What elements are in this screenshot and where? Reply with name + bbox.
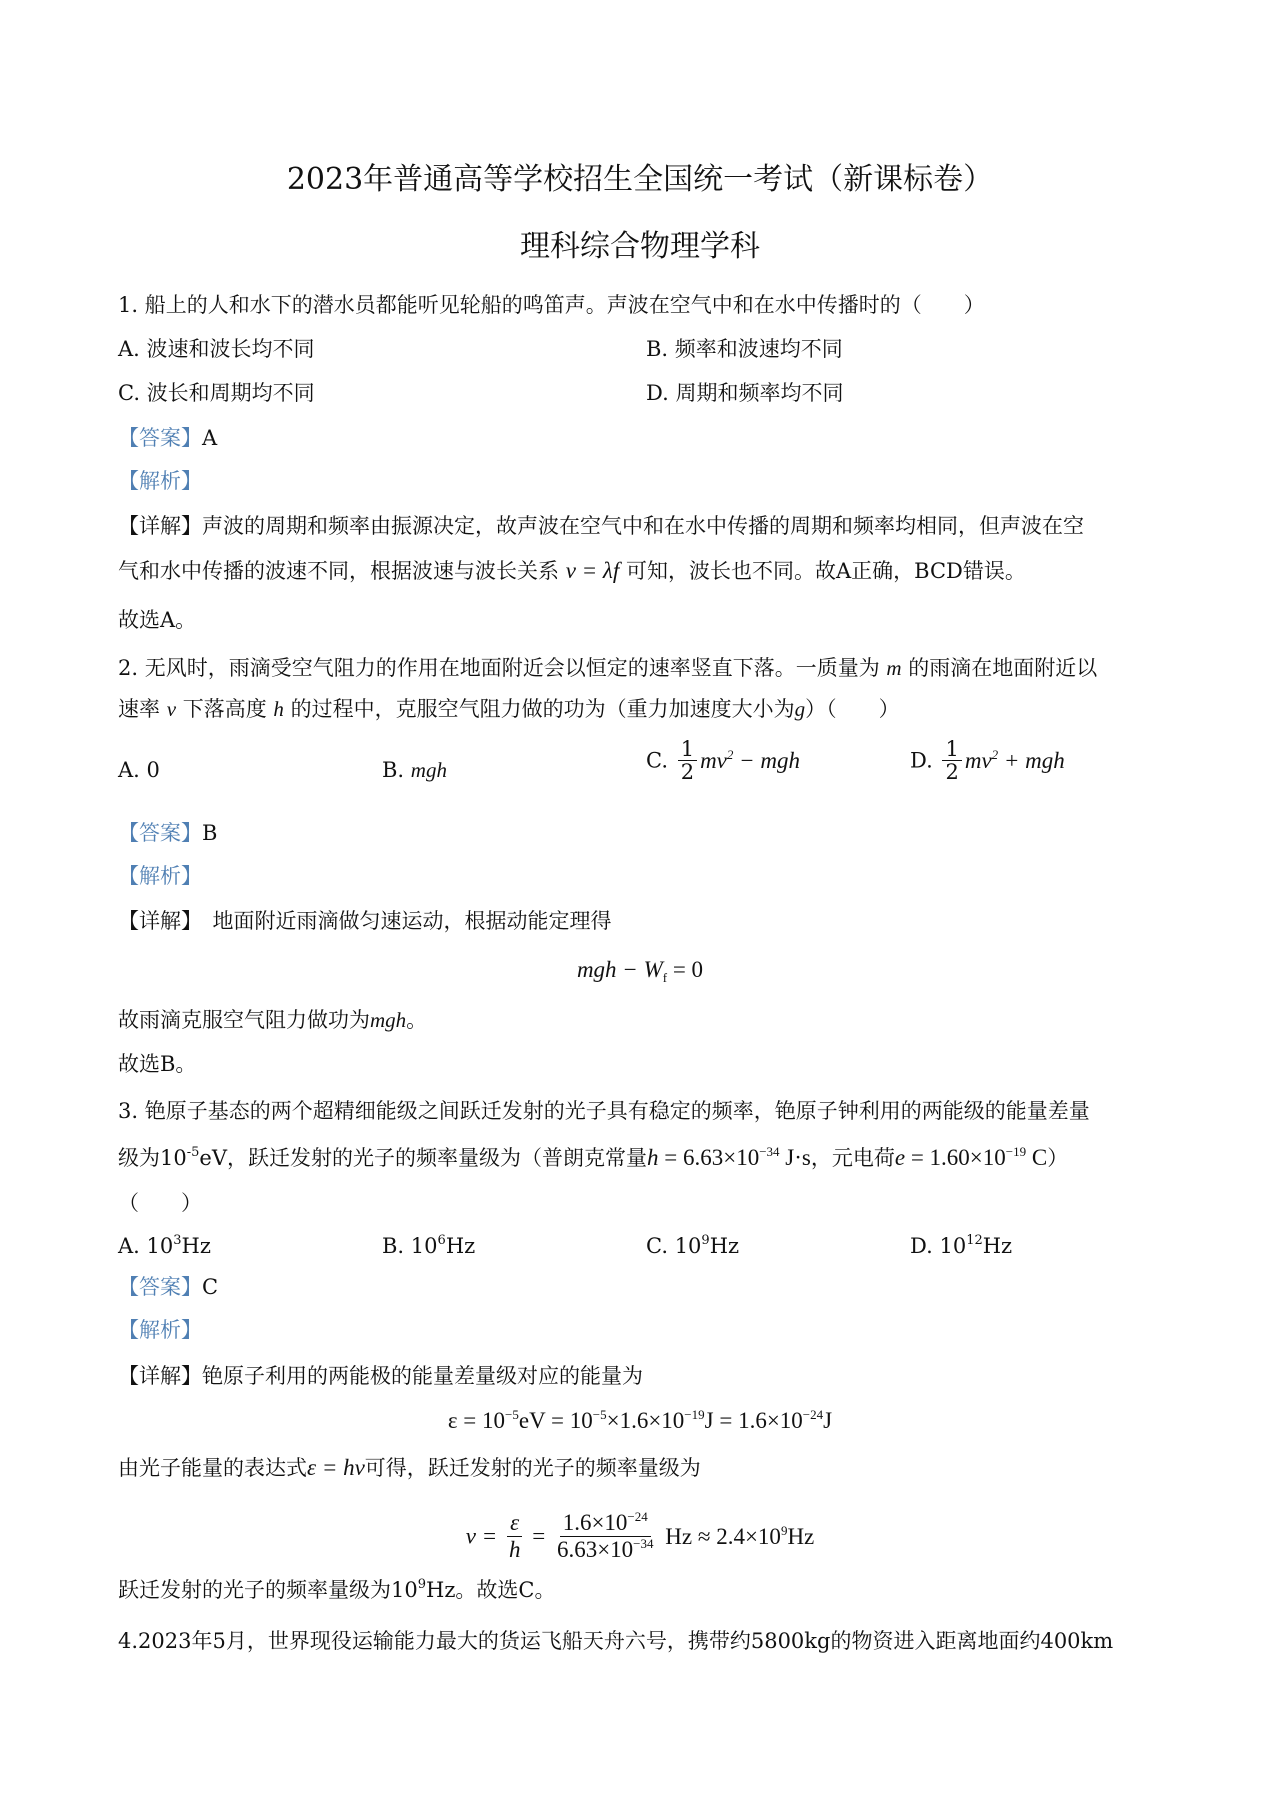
question-3-option-d: D. $10^{12}Hz$ bbox=[910, 1233, 1013, 1258]
question-1-detail-line-2: 气和水中传播的波速不同，根据波速与波长关系 v = λf 可知，波长也不同。故A正确，BCD错误。 bbox=[118, 558, 1026, 583]
question-1-answer: 【答案】A bbox=[118, 426, 218, 450]
answer-label: 【答案】 bbox=[118, 426, 202, 450]
question-3-analysis-label: 【解析】 bbox=[118, 1318, 202, 1342]
question-2-formula: mgh − $W_f = 0$ bbox=[576, 957, 704, 985]
question-4-stem-line-1: 4.2023年5月，世界现役运输能力最大的货运飞船天舟六号，携带约5800kg的物资进入距离地面约400km bbox=[118, 1629, 1114, 1653]
fraction-one-half: $\frac{1}{2}$ bbox=[942, 738, 961, 783]
question-1-conclusion: 故选A。 bbox=[118, 608, 197, 632]
question-1-analysis-label: 【解析】 bbox=[118, 469, 202, 493]
question-3-option-b: B. $10^6Hz$ bbox=[382, 1233, 476, 1258]
question-1-option-a: A. 波速和波长均不同 bbox=[118, 337, 315, 361]
question-3-photon-text: 由光子能量的表达式ε = hν可得，跃迁发射的光子的频率量级为 bbox=[118, 1455, 701, 1480]
wave-formula: v = λf bbox=[565, 558, 620, 583]
question-2-analysis-label: 【解析】 bbox=[118, 864, 202, 888]
question-3-detail: 【详解】铯原子利用的两能极的能量差量级对应的能量为 bbox=[118, 1364, 643, 1388]
question-3-energy-formula: $\varepsilon = 10^{-5}eV = 10^{-5}\times 1.6\times 10^{-19}J = 1.6\times 10^{-24}J$ bbox=[447, 1407, 833, 1433]
question-1-detail-line-1: 【详解】声波的周期和频率由振源决定，故声波在空气中和在水中传播的周期和频率均相同，但声波在空 bbox=[118, 514, 1084, 538]
question-2-option-d: D. $\frac{1}{2}$ $mv^2$ + mgh bbox=[910, 737, 1065, 784]
answer-label: 【答案】 bbox=[118, 1275, 202, 1299]
question-1-stem: 1. 船上的人和水下的潜水员都能听见轮船的鸣笛声。声波在空气中和在水中传播时的（ ） bbox=[118, 293, 985, 317]
question-2-stem-line-2: 速率 v 下落高度 h 的过程中，克服空气阻力做的功为（重力加速度大小为g）（ ） bbox=[118, 697, 900, 721]
answer-label: 【答案】 bbox=[118, 821, 202, 845]
question-3-answer: 【答案】C bbox=[118, 1275, 219, 1299]
question-2-option-c: C. $\frac{1}{2}$ $mv^2$ − mgh bbox=[646, 737, 801, 784]
detail-label: 【详解】 bbox=[118, 909, 192, 933]
question-3-stem-line-3: （ ） bbox=[118, 1191, 202, 1215]
question-3-option-c: C. $10^9Hz$ bbox=[646, 1233, 740, 1258]
question-2-answer: 【答案】B bbox=[118, 821, 218, 845]
question-3-option-a: A. $10^3Hz$ bbox=[118, 1233, 211, 1258]
question-3-frequency-formula: ν = $\frac{\varepsilon}{h}$ = $\frac{1.6\times 10^{-24}}{6.63\times 10^{-34}}$ $Hz \approx 2.4\times 10^9Hz$ bbox=[465, 1509, 815, 1563]
question-2-result: 故雨滴克服空气阻力做功为mgh。 bbox=[118, 1008, 428, 1032]
detail-label: 【详解】 bbox=[118, 514, 202, 538]
question-2-detail: 【详解】 地面附近雨滴做匀速运动，根据动能定理得 bbox=[118, 909, 612, 933]
question-3-final: 跃迁发射的光子的频率量级为$10^9Hz$。故选C。 bbox=[118, 1577, 556, 1602]
document-subtitle: 理科综合物理学科 bbox=[520, 229, 760, 264]
question-2-stem-line-1: 2. 无风时，雨滴受空气阻力的作用在地面附近会以恒定的速率竖直下落。一质量为 m 的雨滴在地面附近以 bbox=[118, 656, 1098, 680]
question-1-option-c: C. 波长和周期均不同 bbox=[118, 381, 315, 405]
question-1-option-b: B. 频率和波速均不同 bbox=[646, 337, 843, 361]
question-3-stem-line-2: 级为$10^{-5}eV$，跃迁发射的光子的频率量级为（普朗克常量$h = 6.63\times 10^{-34}$ J·s，元电荷$e = 1.60\times 10^{-19}$ C） bbox=[118, 1144, 1069, 1170]
question-3-stem-line-1: 3. 铯原子基态的两个超精细能级之间跃迁发射的光子具有稳定的频率，铯原子钟利用的两能级的能量差量 bbox=[118, 1099, 1090, 1123]
question-2-option-a: A. 0 bbox=[118, 758, 160, 782]
document-title: 2023年普通高等学校招生全国统一考试（新课标卷） bbox=[286, 162, 994, 197]
question-1-option-d: D. 周期和频率均不同 bbox=[646, 381, 844, 405]
fraction-one-half: $\frac{1}{2}$ bbox=[678, 738, 697, 783]
detail-label: 【详解】 bbox=[118, 1364, 202, 1388]
question-2-conclusion: 故选B。 bbox=[118, 1052, 197, 1076]
question-2-option-b: B. mgh bbox=[382, 758, 447, 782]
